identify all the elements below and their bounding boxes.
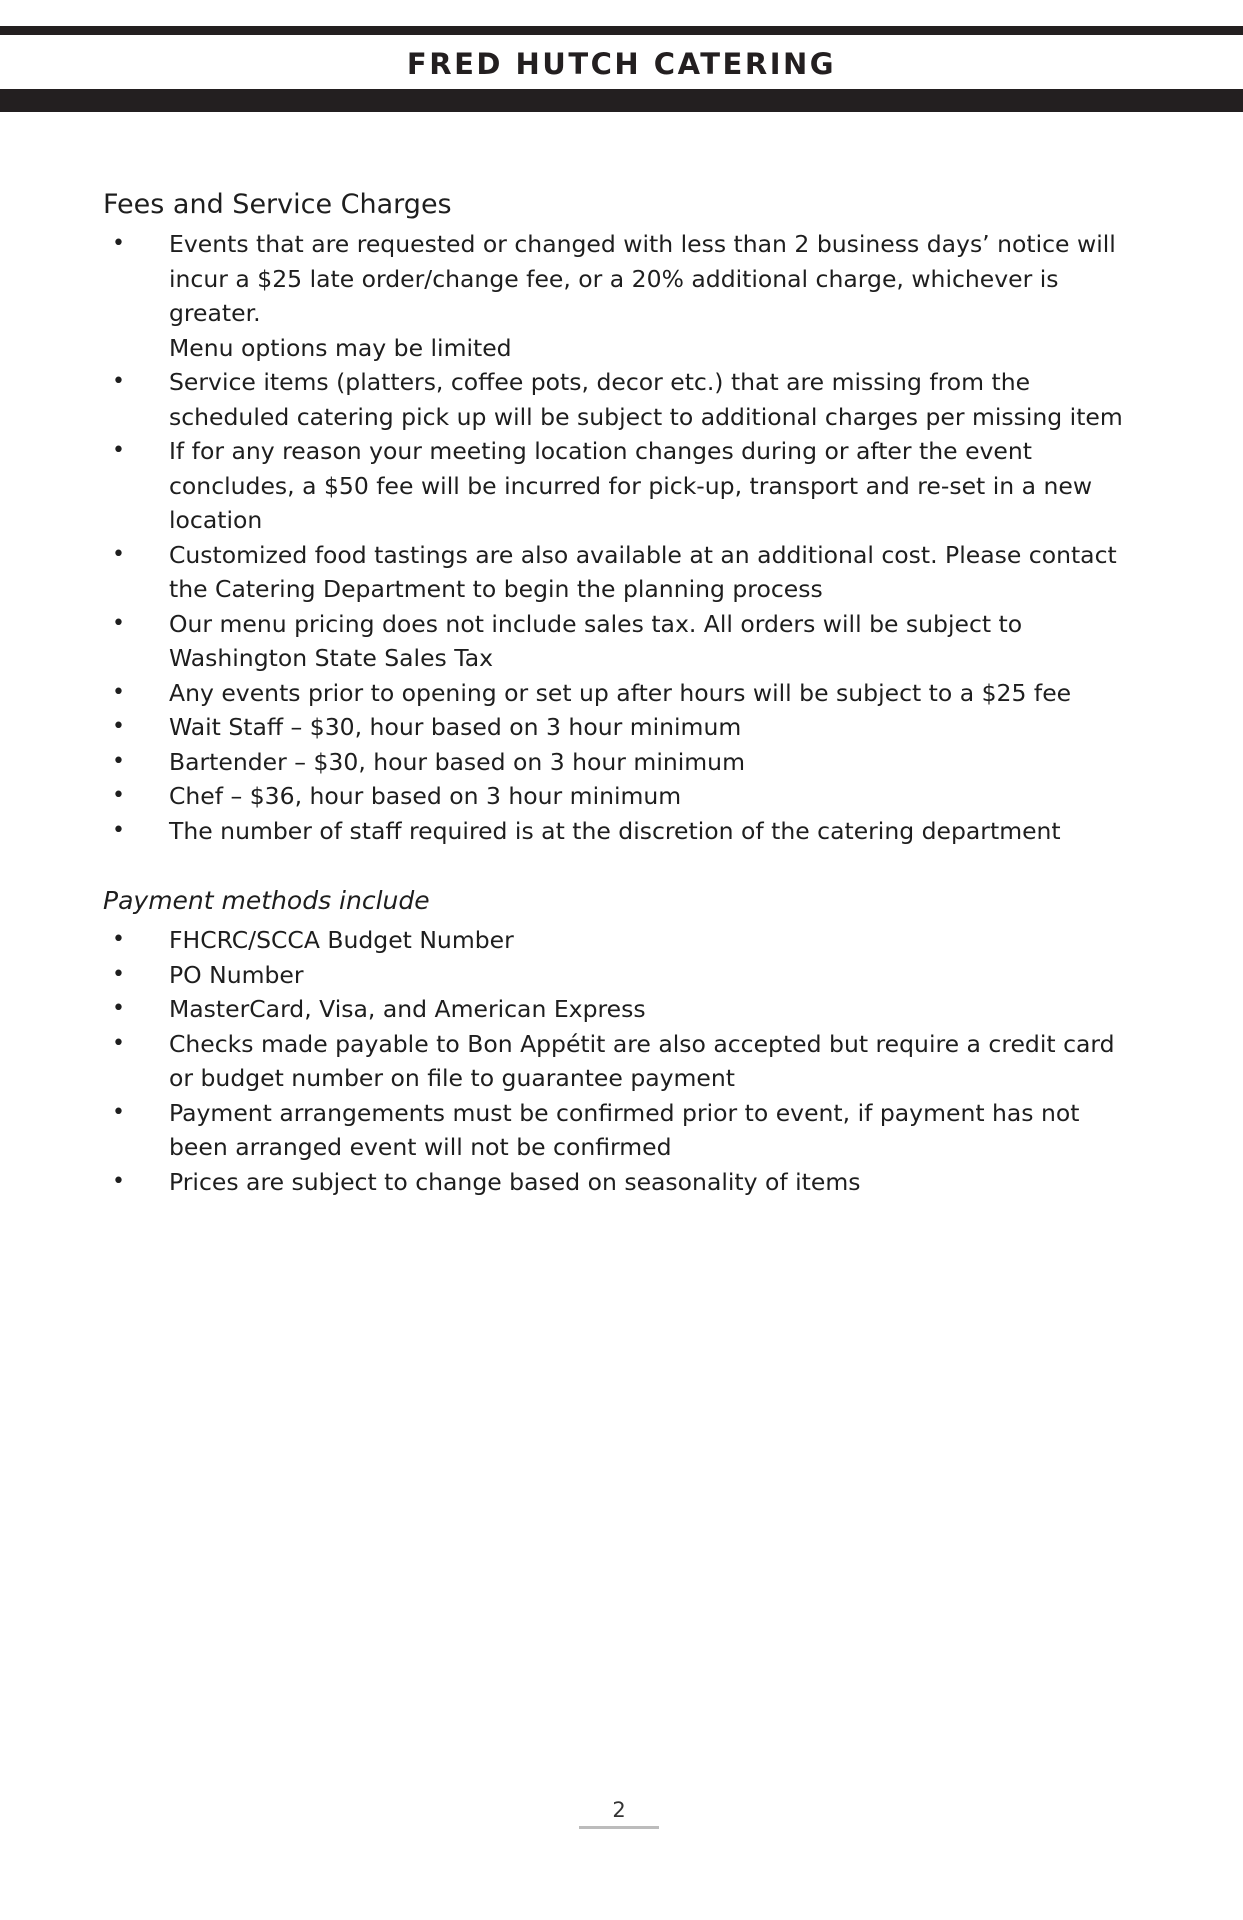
list-item xyxy=(103,434,1143,538)
page-number-rule xyxy=(579,1826,659,1829)
list-item xyxy=(103,365,1143,434)
bullet-icon: • xyxy=(112,541,125,567)
list-item xyxy=(103,607,1143,676)
list-item-text: Any events prior to opening or set up after hours will be subject to a $25 fee xyxy=(169,678,1072,707)
bullet-icon: • xyxy=(112,1168,125,1194)
list-item-text: Wait Staff – $30, hour based on 3 hour minimum xyxy=(169,713,742,741)
list-item-text: If for any reason your meeting location changes during or after the event concludes, a $50 fee will be incurred for pick-up, transport and re-set in a new location xyxy=(169,437,1093,534)
list-item xyxy=(103,676,1143,711)
list-item-text: Chef – $36, hour based on 3 hour minimum xyxy=(169,782,682,810)
bullet-icon: • xyxy=(112,748,125,774)
payment-list xyxy=(103,923,1143,1199)
list-item-text: FHCRC/SCCA Budget Number xyxy=(169,926,514,954)
list-item xyxy=(103,992,1143,1027)
bullet-icon: • xyxy=(112,1030,125,1056)
bullet-icon: • xyxy=(112,927,125,952)
header-title: FRED HUTCH CATERING xyxy=(406,47,837,81)
list-item xyxy=(103,710,1143,745)
list-item xyxy=(103,779,1143,814)
page-number: 2 xyxy=(612,1798,626,1822)
list-item-text: Prices are subject to change based on seasonality of items xyxy=(169,1167,861,1196)
bullet-icon: • xyxy=(112,783,125,808)
list-item xyxy=(103,1027,1143,1096)
page-content xyxy=(103,186,1143,1199)
payment-heading: Payment methods include xyxy=(103,886,430,915)
list-item-text: PO Number xyxy=(169,960,304,989)
list-item xyxy=(103,923,1143,958)
list-item-note: Menu options may be limited xyxy=(169,333,512,362)
list-item-text: Events that are requested or changed with less than 2 business days’ notice will incur a $25 late order/change fee, or a 20% additional charge, whichever is greater. xyxy=(169,230,1116,327)
bullet-icon: • xyxy=(112,231,125,256)
list-item xyxy=(103,1096,1143,1165)
bullet-icon: • xyxy=(112,961,125,987)
bullet-icon: • xyxy=(112,1099,125,1125)
fees-heading: Fees and Service Charges xyxy=(103,189,452,220)
list-item-text: The number of staff required is at the discretion of the catering department xyxy=(169,816,1061,845)
list-item xyxy=(103,538,1143,607)
list-item xyxy=(103,227,1143,365)
bullet-icon: • xyxy=(112,679,125,705)
list-item-text: Our menu pricing does not include sales tax. All orders will be subject to Washington State Sales Tax xyxy=(169,609,1023,672)
list-item xyxy=(103,1165,1143,1200)
bullet-icon: • xyxy=(112,369,125,394)
bullet-icon: • xyxy=(112,817,125,843)
list-item xyxy=(103,958,1143,993)
bullet-icon: • xyxy=(112,610,125,636)
list-item xyxy=(103,814,1143,849)
bullet-icon: • xyxy=(112,714,125,739)
list-item-text: Bartender – $30, hour based on 3 hour minimum xyxy=(169,747,745,776)
list-item-text: Payment arrangements must be confirmed prior to event, if payment has not been arranged event will not be confirmed xyxy=(169,1098,1080,1161)
list-item-text: Checks made payable to Bon Appétit are also accepted but require a credit card or budget number on file to guarantee payment xyxy=(169,1029,1115,1092)
fees-list xyxy=(103,227,1143,848)
bullet-icon: • xyxy=(112,996,125,1021)
list-item-text: Service items (platters, coffee pots, decor etc.) that are missing from the scheduled catering pick up will be subject to additional charges per missing item xyxy=(169,368,1123,431)
list-item-text: Customized food tastings are also available at an additional cost. Please contact the Catering Department to begin the planning process xyxy=(169,540,1117,603)
list-item xyxy=(103,745,1143,780)
bullet-icon: • xyxy=(112,438,125,463)
header-bar-top xyxy=(0,26,1243,35)
header-bar-bottom xyxy=(0,89,1243,112)
list-item-text: MasterCard, Visa, and American Express xyxy=(169,995,646,1023)
